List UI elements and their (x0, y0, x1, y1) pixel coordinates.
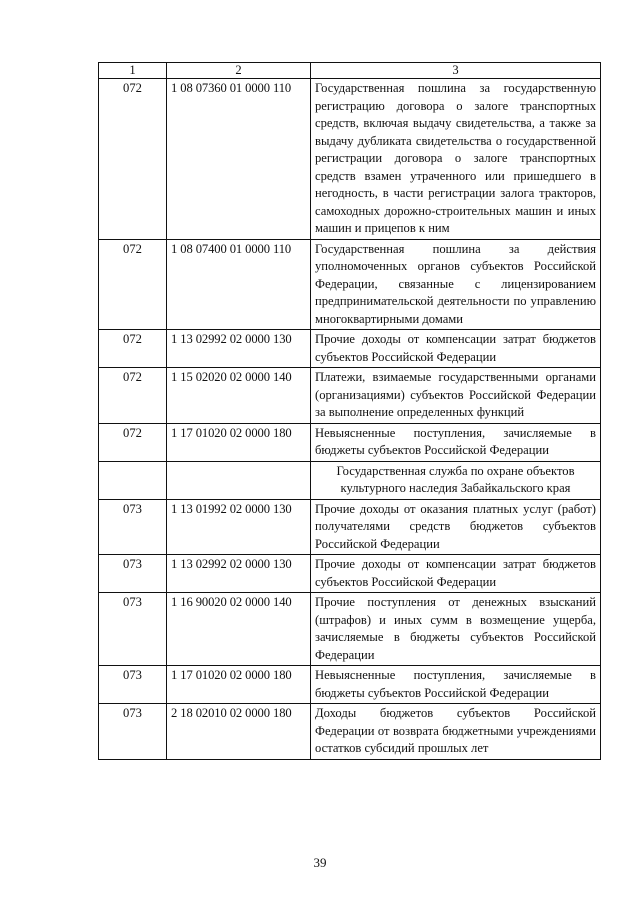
description-cell: Доходы бюджетов субъектов Российской Федерации от возврата бюджетными учреждениями остатков субсидий прошлых лет (311, 704, 601, 760)
page-number: 39 (313, 855, 327, 870)
admin-code-cell: 072 (99, 423, 167, 461)
budget-code-cell: 1 13 01992 02 0000 130 (167, 499, 311, 555)
section-row (99, 461, 601, 499)
description-cell: Прочие доходы от оказания платных услуг (работ) получателями средств бюджетов субъектов Российской Федерации (311, 499, 601, 555)
budget-code-cell: 1 13 02992 02 0000 130 (167, 330, 311, 368)
budget-code-cell: 1 13 02992 02 0000 130 (167, 555, 311, 593)
table-body (99, 79, 601, 760)
budget-code-cell: 1 08 07360 01 0000 110 (167, 79, 311, 240)
admin-code-cell: 073 (99, 499, 167, 555)
description-cell: Прочие поступления от денежных взысканий (штрафов) и иных сумм в возмещение ущерба, зачисляемые в бюджеты субъектов Российской Федерации (311, 593, 601, 666)
table-row (99, 239, 601, 330)
admin-code-cell: 073 (99, 593, 167, 666)
empty-cell (167, 461, 311, 499)
budget-codes-table (98, 62, 601, 760)
budget-code-cell: 2 18 02010 02 0000 180 (167, 704, 311, 760)
admin-code-cell: 072 (99, 79, 167, 240)
table-row (99, 666, 601, 704)
header-col-1: 1 (99, 63, 167, 79)
budget-code-cell: 1 08 07400 01 0000 110 (167, 239, 311, 330)
header-col-2: 2 (167, 63, 311, 79)
table-row (99, 499, 601, 555)
budget-code-cell: 1 17 01020 02 0000 180 (167, 423, 311, 461)
admin-code-cell: 073 (99, 704, 167, 760)
admin-code-cell: 072 (99, 239, 167, 330)
description-cell: Прочие доходы от компенсации затрат бюджетов субъектов Российской Федерации (311, 330, 601, 368)
description-cell: Прочие доходы от компенсации затрат бюджетов субъектов Российской Федерации (311, 555, 601, 593)
description-cell: Государственная пошлина за государственную регистрацию договора о залоге транспортных средств, включая выдачу свидетельства, а также за выдачу дубликата свидетельства о государственной регистрации договора о залоге транспортных средств взамен утраченного или пришедшего в негодность, в части регистрации залога тракторов, самоходных дорожно-строительных машин и иных машин и прицепов к ним (311, 79, 601, 240)
table-row (99, 368, 601, 424)
table-row (99, 79, 601, 240)
admin-code-cell: 072 (99, 330, 167, 368)
table-row (99, 704, 601, 760)
budget-code-cell: 1 17 01020 02 0000 180 (167, 666, 311, 704)
description-cell: Платежи, взимаемые государственными органами (организациями) субъектов Российской Федерации за выполнение определенных функций (311, 368, 601, 424)
admin-code-cell: 073 (99, 555, 167, 593)
section-title: Государственная служба по охране объектов культурного наследия Забайкальского края (311, 461, 601, 499)
table-row (99, 330, 601, 368)
admin-code-cell: 073 (99, 666, 167, 704)
admin-code-cell: 072 (99, 368, 167, 424)
description-cell: Государственная пошлина за действия уполномоченных органов субъектов Российской Федерации, связанные с лицензированием предпринимательской деятельности по управлению многоквартирными домами (311, 239, 601, 330)
header-row (99, 63, 601, 79)
budget-code-cell: 1 16 90020 02 0000 140 (167, 593, 311, 666)
empty-cell (99, 461, 167, 499)
budget-code-cell: 1 15 02020 02 0000 140 (167, 368, 311, 424)
table-row (99, 593, 601, 666)
table-row (99, 423, 601, 461)
table-header (99, 63, 601, 79)
description-cell: Невыясненные поступления, зачисляемые в бюджеты субъектов Российской Федерации (311, 423, 601, 461)
table-row (99, 555, 601, 593)
description-cell: Невыясненные поступления, зачисляемые в бюджеты субъектов Российской Федерации (311, 666, 601, 704)
header-col-3: 3 (311, 63, 601, 79)
